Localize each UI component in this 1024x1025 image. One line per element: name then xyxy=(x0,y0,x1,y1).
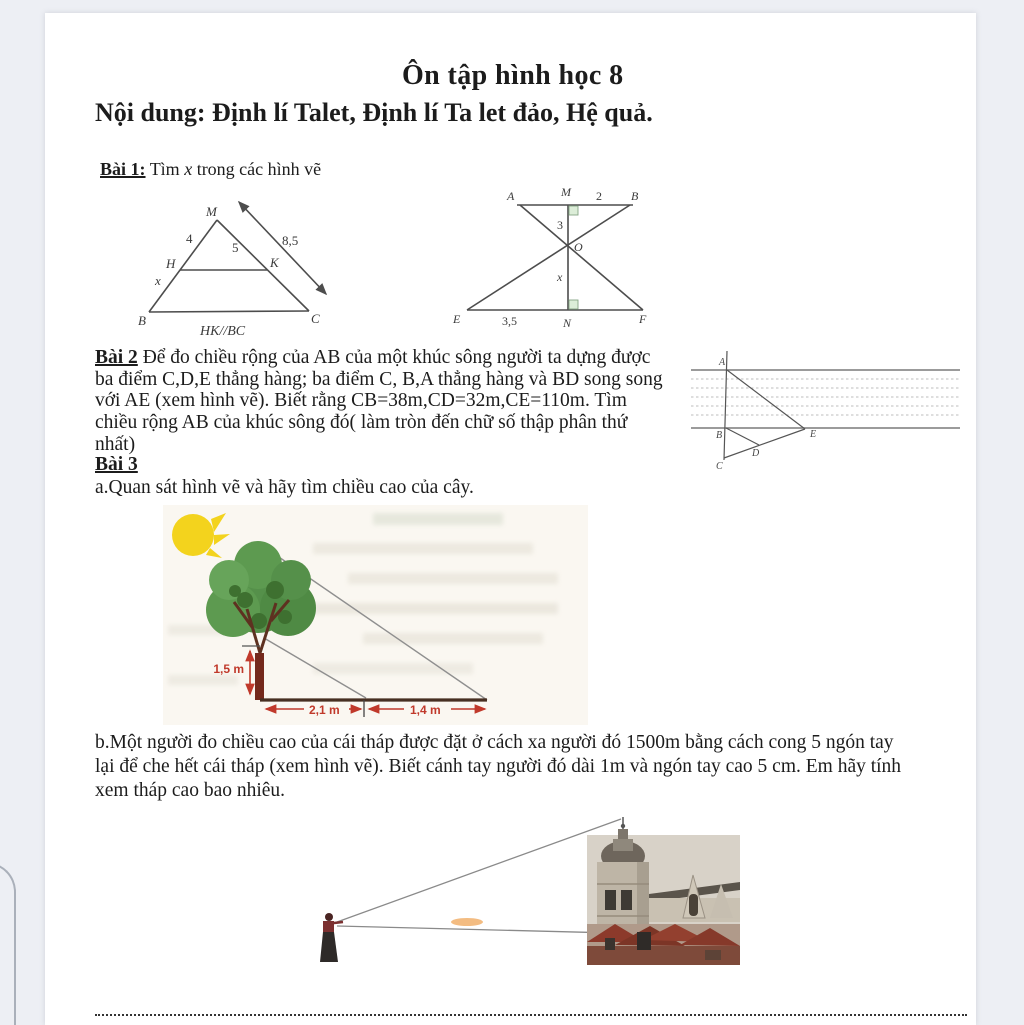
exercise2-line-2: ba điểm C,D,E thẳng hàng; ba điểm C, B,A thẳng hàng và BD song song xyxy=(95,368,663,390)
point-label-H: H xyxy=(166,256,176,271)
exercise2-line-3: với AE (xem hình vẽ). Biết rằng CB=38m,CD=32m,CE=110m. Tìm xyxy=(95,390,627,412)
length-label-2: 2 xyxy=(596,189,602,203)
exercise2-line-1: Để đo chiều rộng của AB của một khúc sông người ta dựng được xyxy=(137,347,651,368)
exercise1-text-post: trong các hình vẽ xyxy=(192,159,322,179)
point-label-F: F xyxy=(639,312,647,326)
shadow-near-label: 2,1 m xyxy=(309,703,340,717)
tree-height-label: 1,5 m xyxy=(213,662,244,676)
length-label-4: 4 xyxy=(186,231,193,246)
right-angle-mark-top xyxy=(569,206,578,215)
exercise1-variable: x xyxy=(184,159,193,179)
exercise3b-line-2: lại để che hết cái tháp (xem hình vẽ). Biết cánh tay người đó dài 1m và ngón tay cao 5 cm. Em hãy tính xyxy=(95,756,902,778)
point-label-C: C xyxy=(311,311,320,326)
answer-dotted-line xyxy=(95,1000,967,1016)
tree-trunk xyxy=(255,653,264,700)
unknown-label-x: x xyxy=(155,273,161,288)
exercise1-text-pre: Tìm xyxy=(145,159,185,179)
page-title: Ôn tập hình học 8 xyxy=(402,60,624,91)
point-label-A: A xyxy=(719,357,726,368)
unknown-label-x: x xyxy=(557,270,563,284)
point-label-C: C xyxy=(716,461,723,472)
right-angle-mark-bottom xyxy=(569,300,578,309)
figure-tower-sighting xyxy=(285,812,740,977)
length-label-3: 3 xyxy=(557,218,563,232)
church-photo xyxy=(587,817,740,965)
point-label-B: B xyxy=(138,313,146,328)
exercise3a-text: a.Quan sát hình vẽ và hãy tìm chiều cao của cây. xyxy=(95,477,474,498)
survey-lines xyxy=(724,351,805,460)
point-label-M: M xyxy=(561,185,571,199)
exercise1-label: Bài 1: xyxy=(100,159,146,179)
bowtie-lines xyxy=(467,205,643,310)
figure-bowtie-amb-enf xyxy=(445,180,655,335)
exercise2-paragraph xyxy=(95,347,663,456)
point-label-D: D xyxy=(752,448,760,459)
point-label-M: M xyxy=(206,204,217,219)
point-label-B: B xyxy=(631,189,639,203)
exercise2-line-4: chiều rộng AB của khúc sông đó( làm tròn đến chữ số thập phân thứ xyxy=(95,412,628,434)
page-subtitle: Nội dung: Định lí Talet, Định lí Ta let đảo, Hệ quả. xyxy=(95,98,653,127)
exercise1-heading xyxy=(100,159,321,180)
exercise3b-line-3: xem tháp cao bao nhiêu. xyxy=(95,780,286,802)
figure-triangle-hk-bc xyxy=(130,188,430,348)
exercise3b-line-1: b.Một người đo chiều cao của cái tháp được đặt ở cách xa người đó 1500m bằng cách cong 5 ngón tay xyxy=(95,732,894,753)
exercise2-line-5: nhất) xyxy=(95,433,136,455)
observer-figure xyxy=(320,913,343,962)
point-label-O: O xyxy=(574,240,583,254)
exercise3-label: Bài 3 xyxy=(95,454,138,475)
point-label-E: E xyxy=(453,312,461,326)
exercise3b-paragraph xyxy=(95,731,901,804)
shadow-far-label: 1,4 m xyxy=(410,703,441,717)
river-water-lines xyxy=(691,379,960,415)
point-label-E: E xyxy=(810,429,817,440)
length-label-8-5: 8,5 xyxy=(282,233,299,248)
point-label-A: A xyxy=(507,189,515,203)
figure-river-width xyxy=(688,348,963,473)
point-label-K: K xyxy=(270,255,279,270)
exercise2-label: Bài 2 xyxy=(95,347,138,368)
double-arrow-mc xyxy=(239,202,326,294)
point-label-B: B xyxy=(716,430,723,441)
distance-smudge xyxy=(451,918,483,926)
parallel-caption: HK//BC xyxy=(200,324,246,339)
point-label-N: N xyxy=(563,316,572,330)
length-label-3-5: 3,5 xyxy=(502,314,517,328)
page-curl xyxy=(0,862,16,1025)
figure-tree-shadow xyxy=(163,505,588,725)
length-label-5: 5 xyxy=(232,240,239,255)
